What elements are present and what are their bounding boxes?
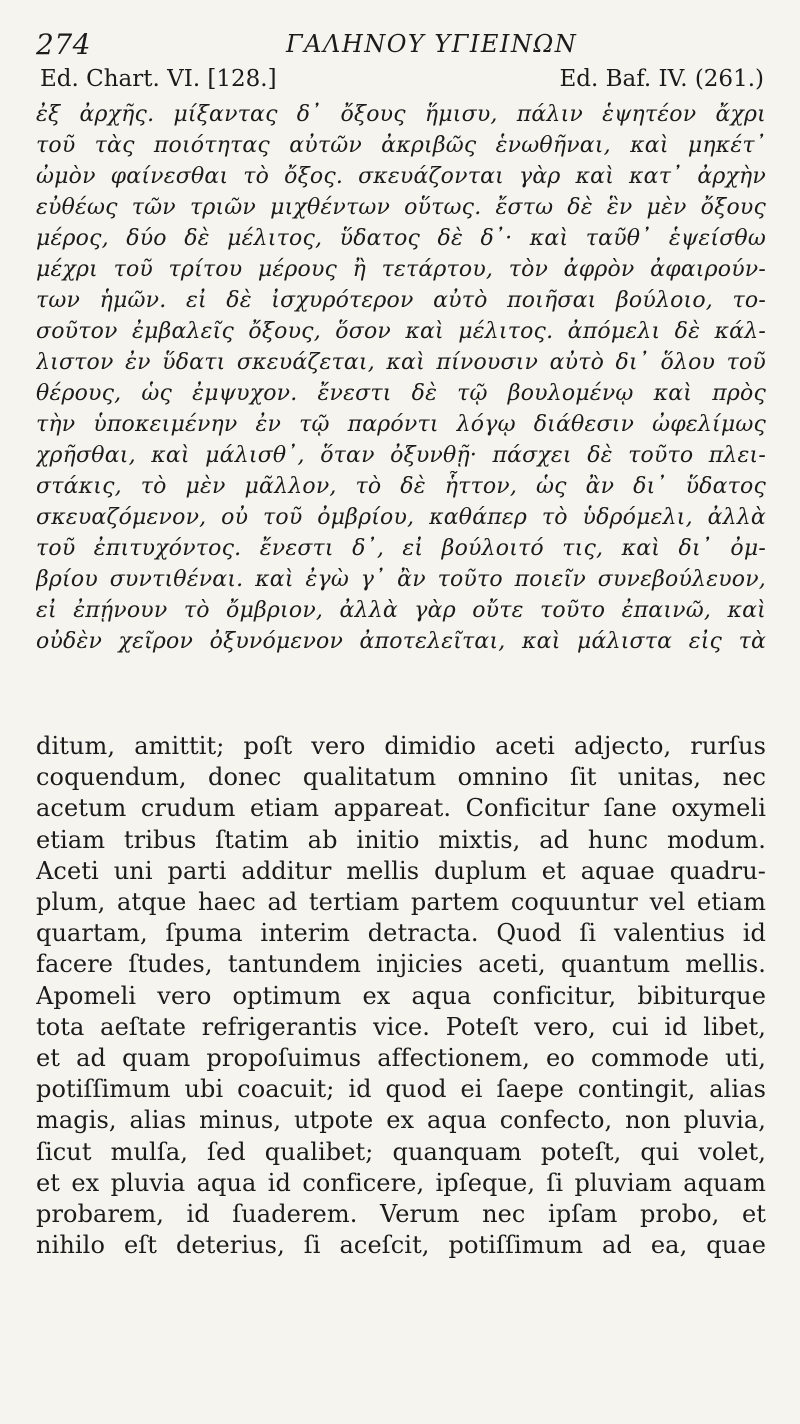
edition-reference-chartier: Ed. Chart. VI. [128.] [40,66,277,92]
greek-text-line: εὐθέως τῶν τριῶν μιχθέντων οὕτως. ἔστω δὲ ἓν μὲν ὄξους [36,195,766,220]
greek-text-line: οὐδὲν χεῖρον ὀξυνόμενον ἀποτελεῖται, καὶ μάλιστα εἰς τὰ [36,629,766,654]
greek-text-line: ὠμὸν φαίνεσθαι τὸ ὄξος. σκευάζονται γὰρ καὶ κατ᾽ ἀρχὴν [36,164,766,189]
latin-text-line: facere ſtudes, tantundem injicies aceti, quantum mellis. [36,950,766,979]
latin-text-line: magis, alias minus, utpote ex aqua confecto, non pluvia, [36,1106,766,1135]
latin-text-line: ditum, amittit; poſt vero dimidio aceti adjecto, rurſus [36,732,766,760]
greek-text-line: ἐξ ἀρχῆς. μίξαντας δ᾽ ὄξους ἥμισυ, πάλιν ἑψητέον ἄχρι [36,102,766,127]
latin-text-line: et ex pluvia aqua id conficere, ipſeque, ſi pluviam aquam [36,1168,766,1197]
greek-text-line: εἰ ἐπῄνουν τὸ ὄμβριον, ἀλλὰ γὰρ οὔτε τοῦτο ἐπαινῶ, καὶ [36,598,766,623]
latin-text-line: plum, atque haec ad tertiam partem coquuntur vel etiam [36,888,766,917]
greek-text-line: στάκις, τὸ μὲν μᾶλλον, τὸ δὲ ἧττον, ὡς ἂν δι᾽ ὕδατος [36,474,766,499]
greek-text-block [36,99,766,657]
page-number: 274 [36,28,91,61]
latin-text-line: etiam tribus ſtatim ab initio mixtis, ad hunc modum. [36,825,766,854]
greek-text-line: μέρος, δύο δὲ μέλιτος, ὕδατος δὲ δ᾽· καὶ ταῦθ᾽ ἑψείσθω [36,226,766,251]
running-title: ΓΑΛΗΝΟΥ ΥΓΙΕΙΝΩΝ [286,30,578,58]
greek-text-line: λιστον ἐν ὕδατι σκευάζεται, καὶ πίνουσιν αὐτὸ δι᾽ ὅλου τοῦ [36,350,766,375]
latin-text-line: quartam, ſpuma interim detracta. Quod ſi valentius id [36,919,766,948]
latin-text-line: potiſſimum ubi coacuit; id quod ei ſaepe contingit, alias [36,1075,766,1104]
edition-reference-basel: Ed. Baf. IV. (261.) [559,66,764,92]
page-header [36,22,766,64]
greek-text-line: χρῆσθαι, καὶ μάλισθ᾽, ὅταν ὀξυνθῇ· πάσχει δὲ τοῦτο πλει- [36,443,766,468]
latin-text-line: nihilo eſt deterius, ſi aceſcit, potiſſimum ad ea, quae [36,1231,766,1260]
latin-text-line: tota aeſtate refrigerantis vice. Poteſt vero, cui id libet, [36,1012,766,1041]
greek-text-line: τὴν ὑποκειμένην ἐν τῷ παρόντι λόγῳ διάθεσιν ὠφελίμως [36,412,766,437]
greek-text-line: τοῦ τὰς ποιότητας αὐτῶν ἀκριβῶς ἑνωθῆναι, καὶ μηκέτ᾽ [36,133,766,158]
latin-text-line: Apomeli vero optimum ex aqua conficitur, bibiturque [36,981,766,1010]
greek-text-line: σκευαζόμενον, οὐ τοῦ ὀμβρίου, καθάπερ τὸ ὑδρόμελι, ἀλλὰ [36,505,766,530]
greek-text-line: μέχρι τοῦ τρίτου μέρους ἢ τετάρτου, τὸν ἀφρὸν ἀφαιρούν- [36,257,766,282]
greek-text-line: τοῦ ἐπιτυχόντος. ἔνεστι δ᾽, εἰ βούλοιτό τις, καὶ δι᾽ ὀμ- [36,536,766,561]
latin-text-line: Aceti uni parti additur mellis duplum et aquae quadru- [36,856,766,885]
edition-references [36,64,766,98]
latin-text-line: coquendum, donec qualitatum omnino ſit unitas, nec [36,763,766,792]
latin-text-block [36,731,766,1261]
latin-text-line: acetum crudum etiam appareat. Conficitur ſane oxymeli [36,794,766,823]
greek-text-line: βρίου συντιθέναι. καὶ ἐγὼ γ᾽ ἂν τοῦτο ποιεῖν συνεβούλευον, [36,567,766,592]
greek-text-line: θέρους, ὡς ἐμψυχον. ἔνεστι δὲ τῷ βουλομένῳ καὶ πρὸς [36,381,766,406]
latin-text-line: et ad quam propoſuimus affectionem, eo commode uti, [36,1044,766,1073]
latin-text-line: ſicut mulſa, ſed qualibet; quanquam poteſt, qui volet, [36,1137,766,1166]
greek-text-line: των ἡμῶν. εἰ δὲ ἰσχυρότερον αὐτὸ ποιῆσαι βούλοιο, το- [36,288,766,313]
greek-text-line: σοῦτον ἐμβαλεῖς ὄξους, ὅσον καὶ μέλιτος. ἀπόμελι δὲ κάλ- [36,319,766,344]
latin-text-line: probarem, id ſuaderem. Verum nec ipſam probo, et [36,1200,766,1229]
